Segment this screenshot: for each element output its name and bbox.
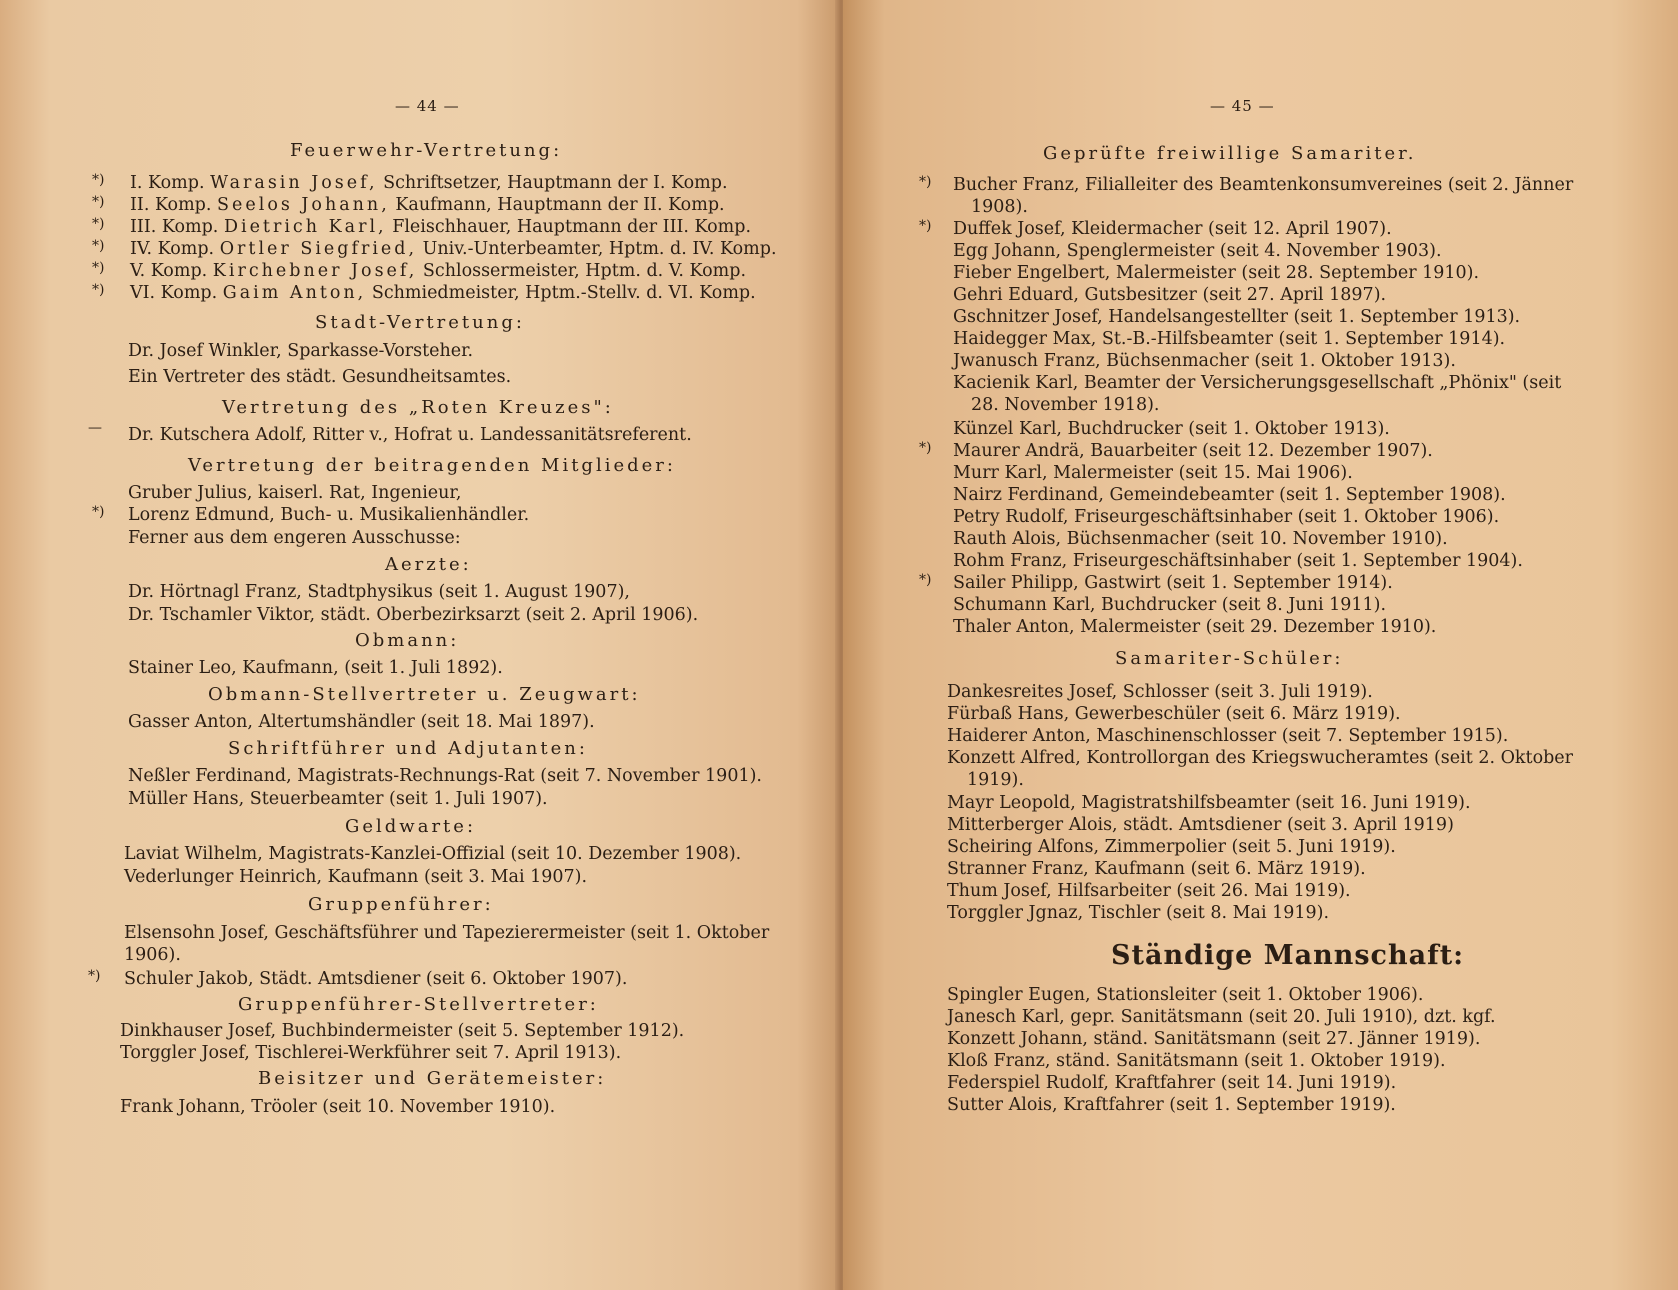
section-heading-geldwarte: Geldwarte: <box>345 816 477 837</box>
right-page <box>843 0 1678 1290</box>
list-item: Dinkhauser Josef, Buchbindermeister (seit 5. September 1912). <box>120 1021 685 1041</box>
list-item: Gruber Julius, kaiserl. Rat, Ingenieur, <box>128 483 462 503</box>
list-item <box>130 194 725 216</box>
list-item <box>130 238 777 260</box>
section-heading-samariter-schueler: Samariter-Schüler: <box>1115 648 1344 669</box>
company-label: I. Komp. <box>130 173 205 193</box>
list-item: Stranner Franz, Kaufmann (seit 6. März 1919). <box>947 859 1366 879</box>
list-item <box>130 260 746 282</box>
list-item <box>130 282 756 304</box>
list-item: Dr. Tschamler Viktor, städt. Oberbezirksarzt (seit 2. April 1906). <box>128 605 699 625</box>
list-item: Thaler Anton, Malermeister (seit 29. Dezember 1910). <box>953 617 1437 637</box>
list-item: Spingler Eugen, Stationsleiter (seit 1. Oktober 1906). <box>947 985 1424 1005</box>
member-details: Schriftsetzer, Hauptmann der I. Komp. <box>383 173 728 193</box>
list-item: Frank Johann, Tröoler (seit 10. November 1910). <box>120 1097 556 1117</box>
company-label: IV. Komp. <box>130 239 215 259</box>
section-heading-gruppenfuehrer: Gruppenführer: <box>308 894 494 915</box>
list-item: Rohm Franz, Friseurgeschäftsinhaber (seit 1. September 1904). <box>953 551 1523 571</box>
footnote-marker: *) <box>92 282 105 298</box>
list-item: Dr. Josef Winkler, Sparkasse-Vorsteher. <box>128 341 474 361</box>
list-item: Thum Josef, Hilfsarbeiter (seit 26. Mai 1919). <box>947 881 1351 901</box>
list-item: Künzel Karl, Buchdrucker (seit 1. Oktober 1913). <box>953 419 1390 439</box>
member-details: Univ.-Unterbeamter, Hptm. d. IV. Komp. <box>422 239 777 259</box>
section-heading-gruppenfuehrer-stellvertreter: Gruppenführer-Stellvertreter: <box>238 994 599 1015</box>
footnote-marker: *) <box>919 440 932 456</box>
list-item: Scheiring Alfons, Zimmerpolier (seit 5. Juni 1919). <box>947 837 1396 857</box>
list-item: 28. November 1918). <box>971 395 1160 415</box>
list-item: Haidegger Max, St.-B.-Hilfsbeamter (seit 1. September 1914). <box>953 329 1506 349</box>
list-item: Torggler Josef, Tischlerei-Werkführer seit 7. April 1913). <box>120 1043 622 1063</box>
list-item: Maurer Andrä, Bauarbeiter (seit 12. Dezember 1907). <box>953 441 1433 461</box>
section-heading-beitragende: Vertretung der beitragenden Mitglieder: <box>188 455 676 476</box>
list-item: Laviat Wilhelm, Magistrats-Kanzlei-Offizial (seit 10. Dezember 1908). <box>124 844 742 864</box>
list-item: Lorenz Edmund, Buch- u. Musikalienhändler. <box>128 505 530 525</box>
member-name: Ortler Siegfried, <box>219 239 418 259</box>
section-heading-schriftfuehrer: Schriftführer und Adjutanten: <box>228 738 588 759</box>
list-item <box>130 216 751 238</box>
member-details: Fleischhauer, Hauptmann der III. Komp. <box>392 217 752 237</box>
footnote-marker: *) <box>92 238 105 254</box>
section-heading-obmann-stellvertreter: Obmann-Stellvertreter u. Zeugwart: <box>208 684 641 705</box>
list-item: Haiderer Anton, Maschinenschlosser (seit 7. September 1915). <box>947 726 1509 746</box>
list-item: Ein Vertreter des städt. Gesundheitsamtes. <box>128 367 512 387</box>
list-item: Murr Karl, Malermeister (seit 15. Mai 1906). <box>953 463 1353 483</box>
list-item: Gasser Anton, Altertumshändler (seit 18. Mai 1897). <box>128 712 595 732</box>
footnote-marker: *) <box>92 172 105 188</box>
company-label: VI. Komp. <box>130 283 218 303</box>
list-item: Janesch Karl, gepr. Sanitätsmann (seit 20. Juli 1910), dzt. kgf. <box>947 1007 1496 1027</box>
company-label: II. Komp. <box>130 195 212 215</box>
list-item: Torggler Jgnaz, Tischler (seit 8. Mai 1919). <box>947 903 1330 923</box>
footnote-marker: *) <box>92 504 105 520</box>
section-heading-feuerwehr: Feuerwehr-Vertretung: <box>290 140 563 161</box>
list-item: Kloß Franz, ständ. Sanitätsmann (seit 1. Oktober 1919). <box>947 1051 1446 1071</box>
footnote-marker: *) <box>919 572 932 588</box>
page-number: — 45 — <box>1210 97 1275 115</box>
member-details: Schlossermeister, Hptm. d. V. Komp. <box>422 261 747 281</box>
list-item: Schumann Karl, Buchdrucker (seit 8. Juni 1911). <box>953 595 1387 615</box>
section-heading-mannschaft: Ständige Mannschaft: <box>1111 940 1465 971</box>
footnote-marker: *) <box>919 174 932 190</box>
list-item: Federspiel Rudolf, Kraftfahrer (seit 14. Juni 1919). <box>947 1073 1397 1093</box>
list-item: Bucher Franz, Filialleiter des Beamtenkonsumvereines (seit 2. Jänner <box>953 175 1574 195</box>
list-item: Konzett Johann, ständ. Sanitätsmann (seit 27. Jänner 1919). <box>947 1029 1481 1049</box>
list-item: Dr. Hörtnagl Franz, Stadtphysikus (seit 1. August 1907), <box>128 582 630 602</box>
member-name: Warasin Josef, <box>210 173 378 193</box>
member-name: Seelos Johann, <box>217 195 390 215</box>
member-name: Gaim Anton, <box>222 283 367 303</box>
list-item <box>130 172 728 194</box>
list-item: Kacienik Karl, Beamter der Versicherungsgesellschaft „Phönix" (seit <box>953 373 1562 393</box>
list-item: Schuler Jakob, Städt. Amtsdiener (seit 6. Oktober 1907). <box>124 969 628 989</box>
list-item: 1906). <box>124 945 181 965</box>
section-heading-stadt: Stadt-Vertretung: <box>315 312 525 333</box>
list-item: Vederlunger Heinrich, Kaufmann (seit 3. Mai 1907). <box>124 867 588 887</box>
list-item: Nairz Ferdinand, Gemeindebeamter (seit 1. September 1908). <box>953 485 1506 505</box>
list-item: Petry Rudolf, Friseurgeschäftsinhaber (seit 1. Oktober 1906). <box>953 507 1500 527</box>
list-item: Egg Johann, Spenglermeister (seit 4. November 1903). <box>953 241 1442 261</box>
section-heading-samariter: Geprüfte freiwillige Samariter. <box>1043 143 1417 164</box>
member-details: Schmiedmeister, Hptm.-Stellv. d. VI. Komp. <box>371 283 756 303</box>
footnote-marker: *) <box>919 218 932 234</box>
company-label: III. Komp. <box>130 217 219 237</box>
footnote-marker: *) <box>92 260 105 276</box>
list-item: Sailer Philipp, Gastwirt (seit 1. September 1914). <box>953 573 1393 593</box>
list-item: Fürbaß Hans, Gewerbeschüler (seit 6. März 1919). <box>947 704 1401 724</box>
page-number: — 44 — <box>395 97 460 115</box>
list-item: 1908). <box>971 197 1028 217</box>
section-heading-rotes-kreuz: Vertretung des „Roten Kreuzes": <box>222 397 614 418</box>
footnote-marker: *) <box>92 194 105 210</box>
margin-mark: — <box>88 420 102 436</box>
section-heading-beisitzer: Beisitzer und Gerätemeister: <box>258 1068 607 1089</box>
member-name: Dietrich Karl, <box>223 217 387 237</box>
list-item: Mitterberger Alois, städt. Amtsdiener (seit 3. April 1919) <box>947 815 1454 835</box>
list-item: Stainer Leo, Kaufmann, (seit 1. Juli 1892). <box>128 658 503 678</box>
list-item: Mayr Leopold, Magistratshilfsbeamter (seit 16. Juni 1919). <box>947 793 1471 813</box>
list-item: Dankesreites Josef, Schlosser (seit 3. Juli 1919). <box>947 682 1373 702</box>
list-item: Jwanusch Franz, Büchsenmacher (seit 1. Oktober 1913). <box>953 351 1456 371</box>
company-label: V. Komp. <box>130 261 208 281</box>
list-item: Konzett Alfred, Kontrollorgan des Kriegswucheramtes (seit 2. Oktober <box>947 748 1574 768</box>
member-details: Kaufmann, Hauptmann der II. Komp. <box>395 195 725 215</box>
footnote-marker: *) <box>92 216 105 232</box>
footnote-marker: *) <box>88 968 101 984</box>
list-item: Fieber Engelbert, Malermeister (seit 28. September 1910). <box>953 263 1480 283</box>
member-name: Kirchebner Josef, <box>212 261 418 281</box>
section-heading-aerzte: Aerzte: <box>385 554 472 575</box>
list-item: Gschnitzer Josef, Handelsangestellter (seit 1. September 1913). <box>953 307 1521 327</box>
list-item: Dr. Kutschera Adolf, Ritter v., Hofrat u. Landessanitätsreferent. <box>128 425 692 445</box>
list-item: Müller Hans, Steuerbeamter (seit 1. Juli 1907). <box>128 789 548 809</box>
section-heading-obmann: Obmann: <box>355 630 460 651</box>
list-item: Neßler Ferdinand, Magistrats-Rechnungs-Rat (seit 7. November 1901). <box>128 766 762 786</box>
list-item: Duffek Josef, Kleidermacher (seit 12. April 1907). <box>953 219 1392 239</box>
list-item: Rauth Alois, Büchsenmacher (seit 10. November 1910). <box>953 529 1448 549</box>
list-item: Ferner aus dem engeren Ausschusse: <box>128 528 461 548</box>
list-item: Gehri Eduard, Gutsbesitzer (seit 27. April 1897). <box>953 285 1387 305</box>
list-item: 1919). <box>967 770 1024 790</box>
list-item: Sutter Alois, Kraftfahrer (seit 1. September 1919). <box>947 1095 1396 1115</box>
list-item: Elsensohn Josef, Geschäftsführer und Tapezierermeister (seit 1. Oktober <box>124 923 770 943</box>
